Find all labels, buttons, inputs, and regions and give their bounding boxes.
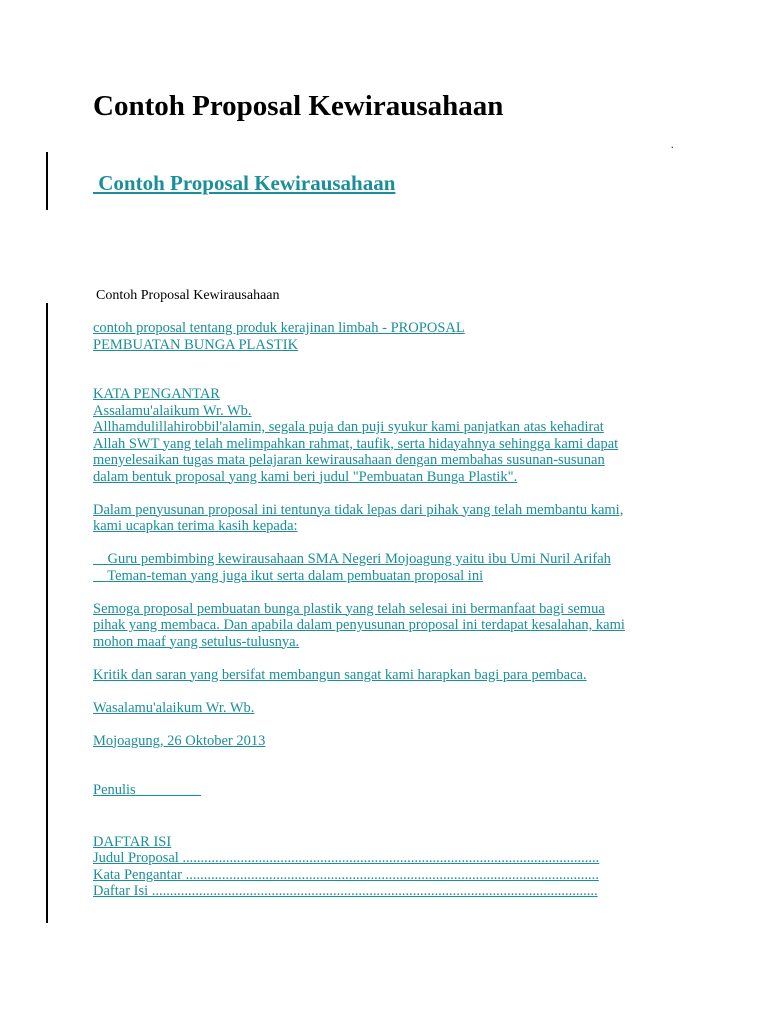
paragraph2-line[interactable]: Dalam penyusunan proposal ini tentunya tidak lepas dari pihak yang telah membantu kami,: [93, 501, 624, 518]
paragraph4[interactable]: Kritik dan saran yang bersifat membangun sangat kami harapkan bagi para pembaca.: [93, 666, 587, 683]
subtitle-link[interactable]: Contoh Proposal Kewirausahaan: [93, 171, 396, 195]
salam-pembuka[interactable]: Assalamu'alaikum Wr. Wb.: [93, 402, 252, 419]
paragraph3-line[interactable]: mohon maaf yang setulus-tulusnya.: [93, 633, 300, 650]
paragraph1-line[interactable]: Allah SWT yang telah melimpahkan rahmat, taufik, serta hidayahnya sehingga kami dapat: [93, 435, 619, 452]
paragraph3-line[interactable]: pihak yang membaca. Dan apabila dalam penyusunan proposal ini terdapat kesalahan, kami: [93, 617, 625, 633]
toc-entry[interactable]: Daftar Isi ...........................................................................................................................: [93, 883, 598, 899]
signature[interactable]: Penulis_________: [93, 782, 201, 798]
caption-text: Contoh Proposal Kewirausahaan: [96, 288, 280, 303]
paragraph1-line[interactable]: Allhamdulillahirobbil'alamin, segala puja dan puji syukur kami panjatkan atas kehadirat: [93, 419, 604, 435]
toc-entry[interactable]: Judul Proposal ...................................................................................................................: [93, 850, 600, 866]
date-place[interactable]: Mojoagung, 26 Oktober 2013: [93, 732, 266, 749]
stray-dot: .: [671, 140, 674, 151]
thanks-list-item[interactable]: Teman-teman yang juga ikut serta dalam pembuatan proposal ini: [93, 567, 484, 584]
document-body: [93, 320, 683, 900]
paragraph2-line[interactable]: kami ucapkan terima kasih kepada:: [93, 518, 298, 534]
paragraph1-line[interactable]: dalam bentuk proposal yang kami beri judul "Pembuatan Bunga Plastik".: [93, 468, 518, 485]
intro-line[interactable]: PEMBUATAN BUNGA PLASTIK: [93, 336, 299, 353]
salam-penutup[interactable]: Wasalamu'alaikum Wr. Wb.: [93, 699, 255, 716]
daftar-isi-heading[interactable]: DAFTAR ISI: [93, 833, 172, 850]
paragraph3-line[interactable]: Semoga proposal pembuatan bunga plastik yang telah selesai ini bermanfaat bagi semua: [93, 600, 605, 617]
intro-line[interactable]: contoh proposal tentang produk kerajinan limbah - PROPOSAL: [93, 320, 465, 336]
left-margin-bar-main: [46, 303, 48, 923]
toc-entry[interactable]: Kata Pengantar ..................................................................................................................: [93, 866, 599, 883]
kata-pengantar-heading[interactable]: KATA PENGANTAR: [93, 386, 220, 402]
thanks-list-item[interactable]: Guru pembimbing kewirausahaan SMA Negeri Mojoagung yaitu ibu Umi Nuril Arifah: [93, 551, 611, 567]
paragraph1-line[interactable]: menyelesaikan tugas mata pelajaran kewirausahaan dengan membahas susunan-susunan: [93, 452, 605, 468]
page-title: Contoh Proposal Kewirausahaan: [93, 90, 504, 122]
left-margin-bar-top: [46, 152, 48, 210]
